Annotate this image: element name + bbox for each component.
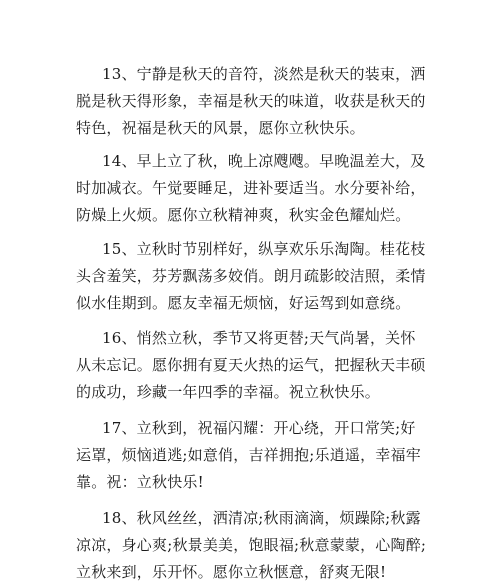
paragraph-13: 13、宁静是秋天的音符，淡然是秋天的装束，洒脱是秋天得形象，幸福是秋天的味道，收获是秋天的特色，祝福是秋天的风景，愿你立秋快乐。 xyxy=(76,65,426,137)
paragraph-15: 15、立秋时节别样好，纵享欢乐乐淘陶。桂花枝头含羞笑，芬芳飘荡多姣俏。朗月疏影皎洁照，柔情似水佳期到。愿友幸福无烦恼，好运驾到如意绕。 xyxy=(76,240,426,312)
paragraph-17: 17、立秋到，祝福闪耀：开心绕，开口常笑;好运罩，烦恼逍逃;如意俏，吉祥拥抱;乐逍遥，幸福牢靠。祝：立秋快乐! xyxy=(76,419,421,491)
paragraph-18: 18、秋风丝丝，洒清凉;秋雨滴滴，烦躁除;秋露凉凉，身心爽;秋景美美，饱眼福;秋意蒙蒙，心陶醉;立秋来到，乐开怀。愿你立秋惬意，舒爽无限! xyxy=(76,509,427,581)
paragraph-16: 16、悄然立秋，季节又将更替;天气尚暑，关怀从未忘记。愿你拥有夏天火热的运气，把握秋天丰硕的成功，珍藏一年四季的幸福。祝立秋快乐。 xyxy=(76,329,426,401)
paragraph-14: 14、早上立了秋，晚上凉飕飕。早晚温差大，及时加减衣。午觉要睡足，进补要适当。水分要补给，防燥上火烦。愿你立秋精神爽，秋实金色耀灿烂。 xyxy=(76,152,426,224)
